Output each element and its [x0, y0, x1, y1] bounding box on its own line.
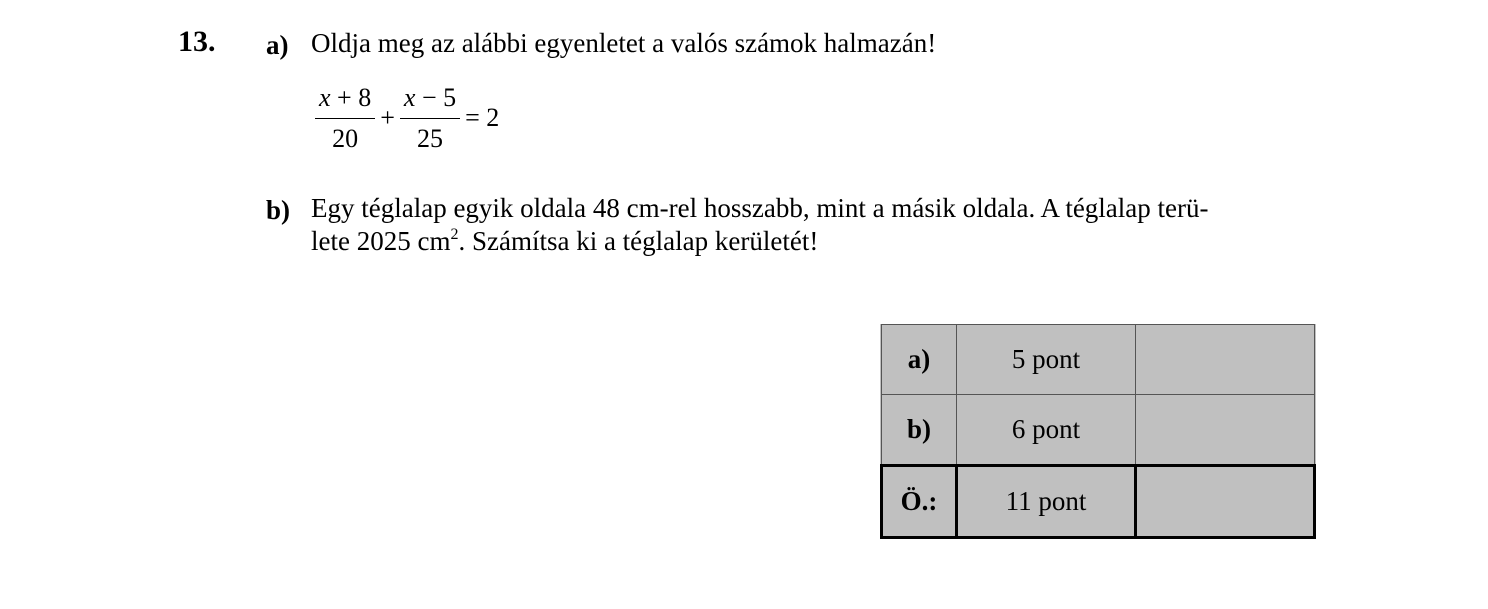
fraction-1 — [315, 83, 375, 154]
score-points-b: 6 pont — [957, 395, 1136, 466]
score-earned-a — [1136, 325, 1315, 395]
score-row-a — [882, 325, 1315, 395]
fraction-1-variable: x — [319, 82, 331, 112]
part-b-line2-post: . Számítsa ki a téglalap kerületét! — [458, 226, 819, 256]
part-b-label: b) — [266, 195, 291, 225]
score-row-b — [882, 395, 1315, 466]
fraction-2-operator: − — [415, 82, 444, 112]
equation — [313, 80, 502, 156]
plus-sign: + — [380, 103, 395, 132]
part-b-text-line1: Egy téglalap egyik oldala 48 cm-rel hosszabb, mint a másik oldala. A téglalap terü- — [311, 193, 1209, 223]
fraction-1-denominator: 20 — [332, 123, 359, 153]
fraction-2-constant: 5 — [443, 82, 457, 112]
equals-rhs: = 2 — [465, 103, 500, 132]
superscript-2: 2 — [450, 226, 459, 243]
fraction-2 — [400, 83, 460, 154]
score-label-a: a) — [882, 325, 957, 395]
fraction-2-variable: x — [403, 82, 416, 112]
score-row-total — [882, 466, 1315, 538]
part-a-label: a) — [266, 30, 289, 60]
score-points-a: 5 pont — [957, 325, 1136, 395]
fraction-2-denominator: 25 — [417, 123, 443, 153]
problem-number: 13. — [178, 25, 216, 58]
fraction-1-operator: + — [330, 82, 359, 112]
score-label-total: Ö.: — [882, 466, 957, 538]
fraction-2-numerator — [400, 83, 460, 119]
score-label-b: b) — [882, 395, 957, 466]
score-points-total: 11 pont — [957, 466, 1136, 538]
score-table — [880, 324, 1316, 539]
score-earned-total — [1136, 466, 1315, 538]
score-earned-b — [1136, 395, 1315, 466]
part-b-text-line2 — [311, 225, 818, 258]
part-a-text: Oldja meg az alábbi egyenletet a valós számok halmazán! — [311, 28, 937, 58]
part-b-line2-pre: lete 2025 cm — [311, 226, 451, 256]
fraction-1-numerator — [315, 83, 375, 119]
fraction-1-constant: 8 — [358, 82, 372, 112]
